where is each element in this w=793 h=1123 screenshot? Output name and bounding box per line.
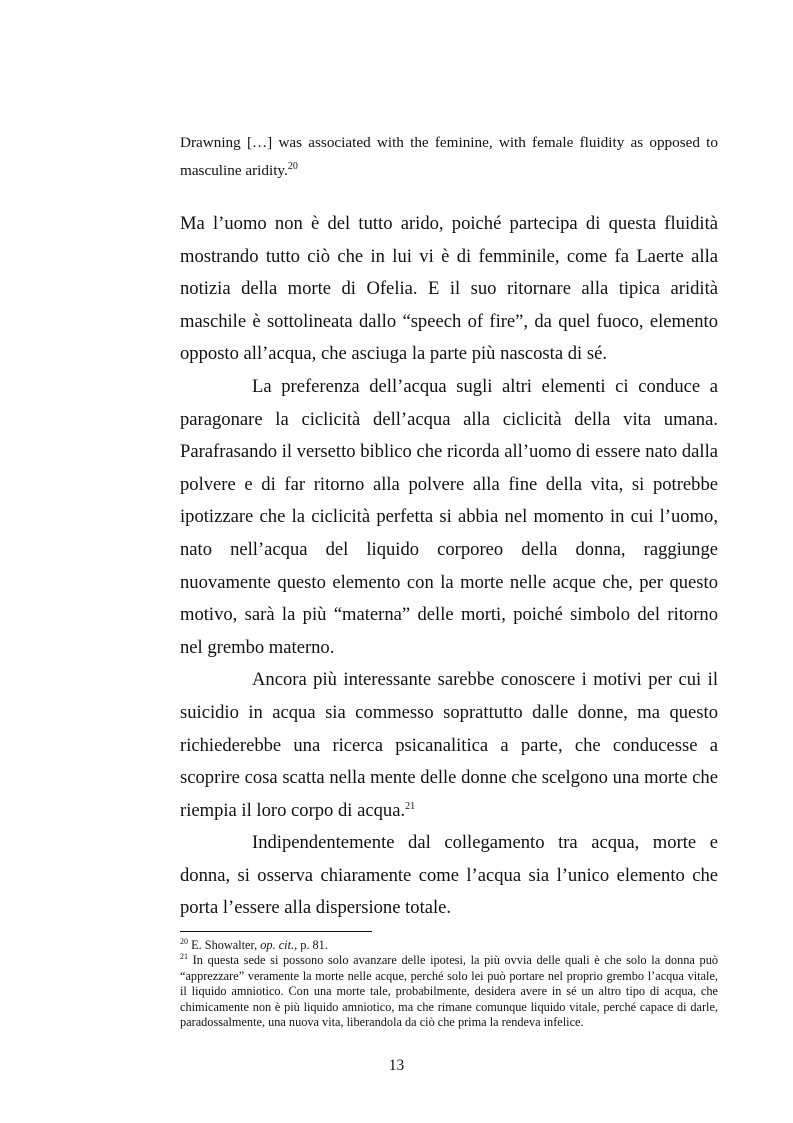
paragraph-4-text: Indipendentemente dal collegamento tra acqua, morte e donna, si osserva chiaramente come l’acqua sia l’unico elemento che porta l’essere alla dispersione totale. [180, 832, 718, 919]
footnotes [180, 938, 718, 1030]
footnote-21 [180, 953, 718, 1030]
footnote-20 [180, 938, 718, 953]
paragraph-3-text: Ancora più interessante sarebbe conoscere i motivi per cui il suicidio in acqua sia commesso soprattutto dalle donne, ma questo richiederebbe una ricerca psicanalitica a parte, che conducesse a scoprire cosa scatta nella mente delle donne che scelgono una morte che riempia il loro corpo di acqua. [180, 669, 718, 821]
paragraph-3 [180, 664, 718, 827]
paragraph-4 [180, 827, 718, 925]
paragraph-2 [180, 371, 718, 664]
paragraph-1 [180, 208, 718, 371]
paragraph-2-text: La preferenza dell’acqua sugli altri elementi ci conduce a paragonare la ciclicità dell’acqua alla ciclicità della vita umana. Parafrasando il versetto biblico che ricorda all’uomo di essere nato dalla polvere e di far ritorno alla polvere alla fine della vita, si potrebbe ipotizzare che la ciclicità perfetta si abbia nel momento in cui l’uomo, nato nell’acqua del liquido corporeo della donna, raggiunge nuovamente questo elemento con la morte nelle acque che, per questo motivo, sarà la più “materna” delle morti, poiché simbolo del ritorno nel grembo materno. [180, 375, 718, 658]
footnote-ref-20: 20 [287, 160, 298, 172]
footnote-divider [180, 931, 372, 932]
footnote-20-author: E. Showalter, [191, 938, 258, 952]
page-number: 13 [388, 1057, 405, 1074]
block-quote-text: Drawning […] was associated with the feminine, with female fluidity as opposed to masculine aridity. [180, 134, 718, 179]
footnote-ref-21: 21 [405, 800, 416, 812]
footnote-21-text: In questa sede si possono solo avanzare delle ipotesi, la più ovvia delle quali è che solo la donna può “apprezzare” veramente la morte nelle acque, perché solo lei può portare nel proprio grembo l’acqua vitale, il liquido amniotico. Con una morte tale, probabilmente, desidera avere in sé un altro tipo di acqua, che chimicamente non è più liquido amniotico, ma che rimane comunque liquido vitale, perché capace di darle, paradossalmente, una nuova vita, liberandola da ciò che prima la rendeva infelice. [180, 953, 718, 1030]
footnote-20-number: 20 [180, 936, 188, 946]
paragraph-1-text: Ma l’uomo non è del tutto arido, poiché partecipa di questa fluidità mostrando tutto ciò che in lui vi è di femminile, come fa Laerte alla notizia della morte di Ofelia. E il suo ritornare alla tipica aridità maschile è sottolineata dallo “speech of fire”, da quel fuoco, elemento opposto all’acqua, che asciuga la parte più nascosta di sé. [180, 213, 718, 365]
footnote-21-number: 21 [180, 952, 188, 962]
block-quote [180, 129, 718, 185]
footnote-20-italic: op. cit. [260, 938, 295, 952]
footnote-20-rest: , p. 81. [294, 938, 328, 952]
main-text [180, 208, 718, 925]
